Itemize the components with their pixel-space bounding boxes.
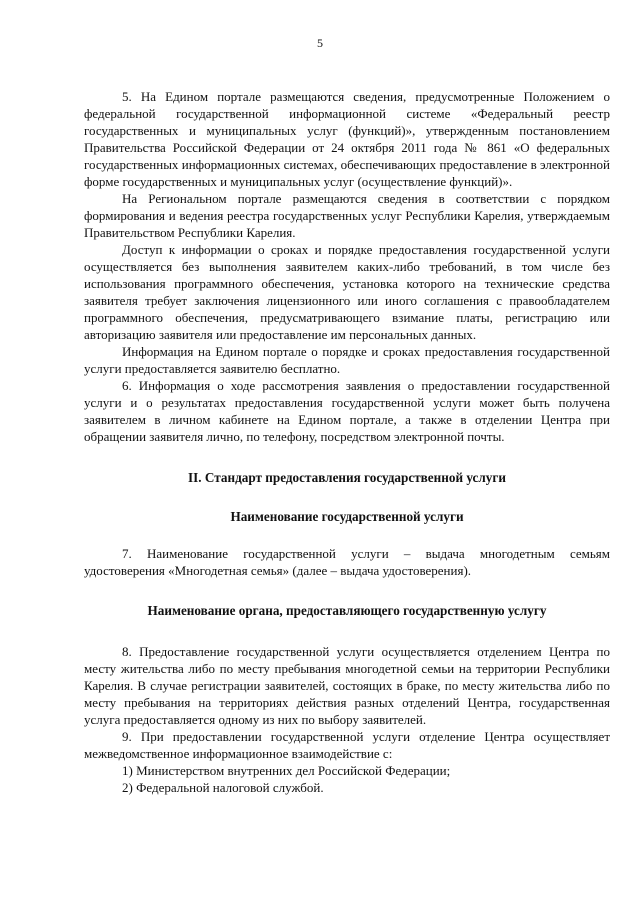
paragraph: Доступ к информации о сроках и порядке предоставления государственной услуги осуществляется без выполнения заявителем каких-либо требований, в том числе без использования программного обеспечения, установка которого на технические средства заявителя требует заключения лицензионного или иного соглашения с правообладателем программного обеспечения, предусматривающего взимание платы, регистрацию или авторизацию заявителя или предоставление им персональных данных. xyxy=(84,242,610,342)
paragraph: На Региональном портале размещаются сведения в соответствии с порядком формирования и ведения реестра государственных услуг Республики Карелия, утверждаемым Правительством Республики Карелия. xyxy=(84,191,610,240)
paragraph: Информация на Едином портале о порядке и сроках предоставления государственной услуги предоставляется заявителю бесплатно. xyxy=(84,344,610,376)
paragraph: 9. При предоставлении государственной услуги отделение Центра осуществляет межведомственное информационное взаимодействие с: xyxy=(84,729,610,761)
subsection-heading: Наименование органа, предоставляющего государственную услугу xyxy=(147,603,547,618)
paragraph: 7. Наименование государственной услуги – выдача многодетным семьям удостоверения «Многодетная семья» (далее – выдача удостоверения). xyxy=(84,546,610,578)
list-item: 1) Министерством внутренних дел Российской Федерации; xyxy=(122,763,451,778)
page-number: 5 xyxy=(317,36,323,50)
paragraph: 6. Информация о ходе рассмотрения заявления о предоставлении государственной услуги и о результатах предоставления государственной услуги может быть получена заявителем в личном кабинете на Едином портале, а также в отделении Центра при обращении заявителя лично, по телефону, посредством электронной почты. xyxy=(84,378,610,444)
paragraph: 8. Предоставление государственной услуги осуществляется отделением Центра по месту жительства либо по месту пребывания многодетной семьи на территории Республики Карелия. В случае регистрации заявителей, состоящих в браке, по месту жительства либо по месту пребывания на территориях действия разных отделений Центра, государственная услуга предоставляется одному из них по выбору заявителей. xyxy=(84,644,610,727)
paragraph: 5. На Едином портале размещаются сведения, предусмотренные Положением о федеральной государственной информационной системе «Федеральный реестр государственных и муниципальных услуг (функций)», утвержденным постановлением Правительства Российской Федерации от 24 октября 2011 года № 861 «О федеральных государственных информационных системах, обеспечивающих предоставление в электронной форме государственных и муниципальных услуг (осуществление функций)». xyxy=(84,89,610,189)
subsection-heading: Наименование государственной услуги xyxy=(230,509,464,524)
document-body xyxy=(84,88,610,796)
list-item: 2) Федеральной налоговой службой. xyxy=(122,780,324,795)
section-heading: II. Стандарт предоставления государственной услуги xyxy=(188,470,506,485)
